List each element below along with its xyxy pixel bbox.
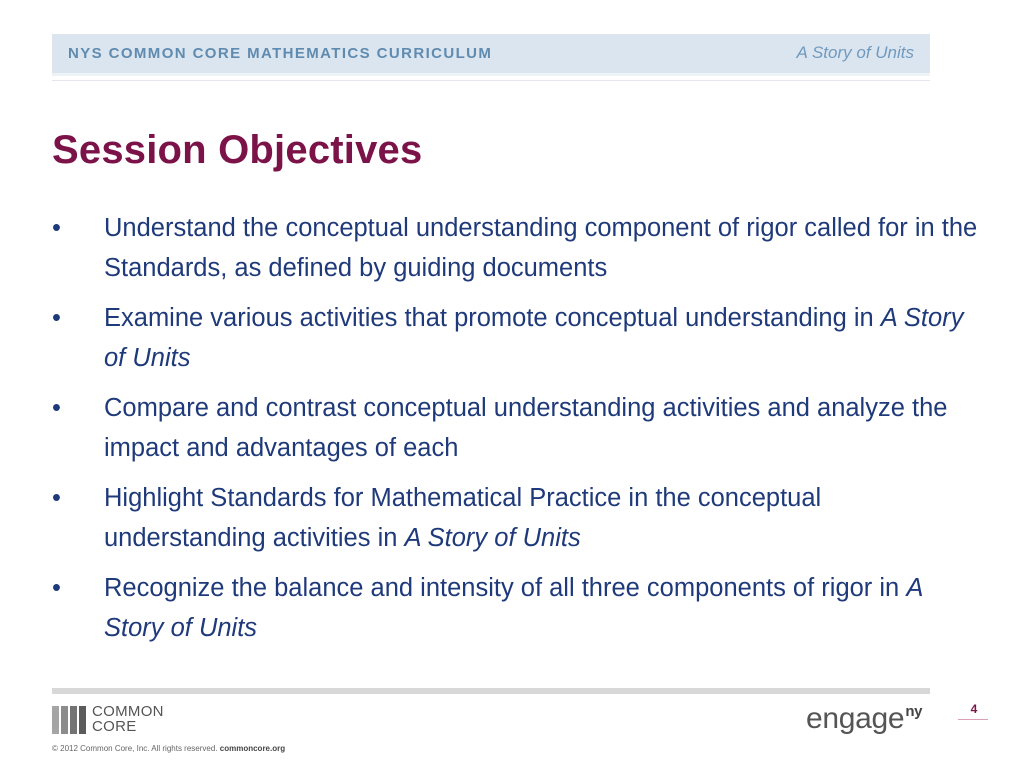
curriculum-label: NYS COMMON CORE MATHEMATICS CURRICULUM <box>68 45 493 62</box>
objective-item <box>52 298 982 378</box>
header-divider <box>52 80 930 81</box>
bullet-icon: • <box>52 574 61 602</box>
objective-text: Highlight Standards for Mathematical Practice in the conceptual understanding activities in <box>104 484 822 552</box>
engageny-logo <box>806 704 922 739</box>
logo-line2: CORE <box>92 718 137 735</box>
objective-item <box>52 568 982 648</box>
objective-text: Compare and contrast conceptual understanding activities and analyze the impact and advantages of each <box>104 394 948 462</box>
engage-wordmark: engage <box>806 702 905 735</box>
copyright-text: © 2012 Common Core, Inc. All rights reserved. <box>52 744 218 753</box>
header-band <box>52 34 930 76</box>
slide-title: Session Objectives <box>52 128 423 172</box>
objective-text: Recognize the balance and intensity of all three components of rigor in <box>104 574 907 602</box>
footer-divider <box>52 688 930 694</box>
common-core-logo <box>52 704 202 738</box>
copyright-notice <box>52 744 285 753</box>
series-label: A Story of Units <box>796 43 914 62</box>
logo-line1: COMMON <box>92 703 164 720</box>
common-core-wordmark <box>92 704 164 734</box>
objective-text: Understand the conceptual understanding component of rigor called for in the Standards, as defined by guiding documents <box>104 214 978 282</box>
objective-italic: A Story of Units <box>404 524 581 552</box>
objective-text: Examine various activities that promote conceptual understanding in <box>104 304 881 332</box>
page-number-underline <box>958 719 988 720</box>
objective-item <box>52 388 982 468</box>
page-number: 4 <box>970 702 978 716</box>
bullet-icon: • <box>52 304 61 332</box>
objective-item <box>52 478 982 558</box>
bullet-icon: • <box>52 214 61 242</box>
bullet-icon: • <box>52 394 61 422</box>
objective-italic: A Story of Units <box>104 574 923 642</box>
copyright-link[interactable]: commoncore.org <box>219 744 286 753</box>
objectives-list <box>52 208 982 658</box>
bullet-icon: • <box>52 484 61 512</box>
objective-item <box>52 208 982 288</box>
objective-italic: A Story of Units <box>104 304 964 372</box>
engage-ny-superscript: ny <box>905 703 923 720</box>
